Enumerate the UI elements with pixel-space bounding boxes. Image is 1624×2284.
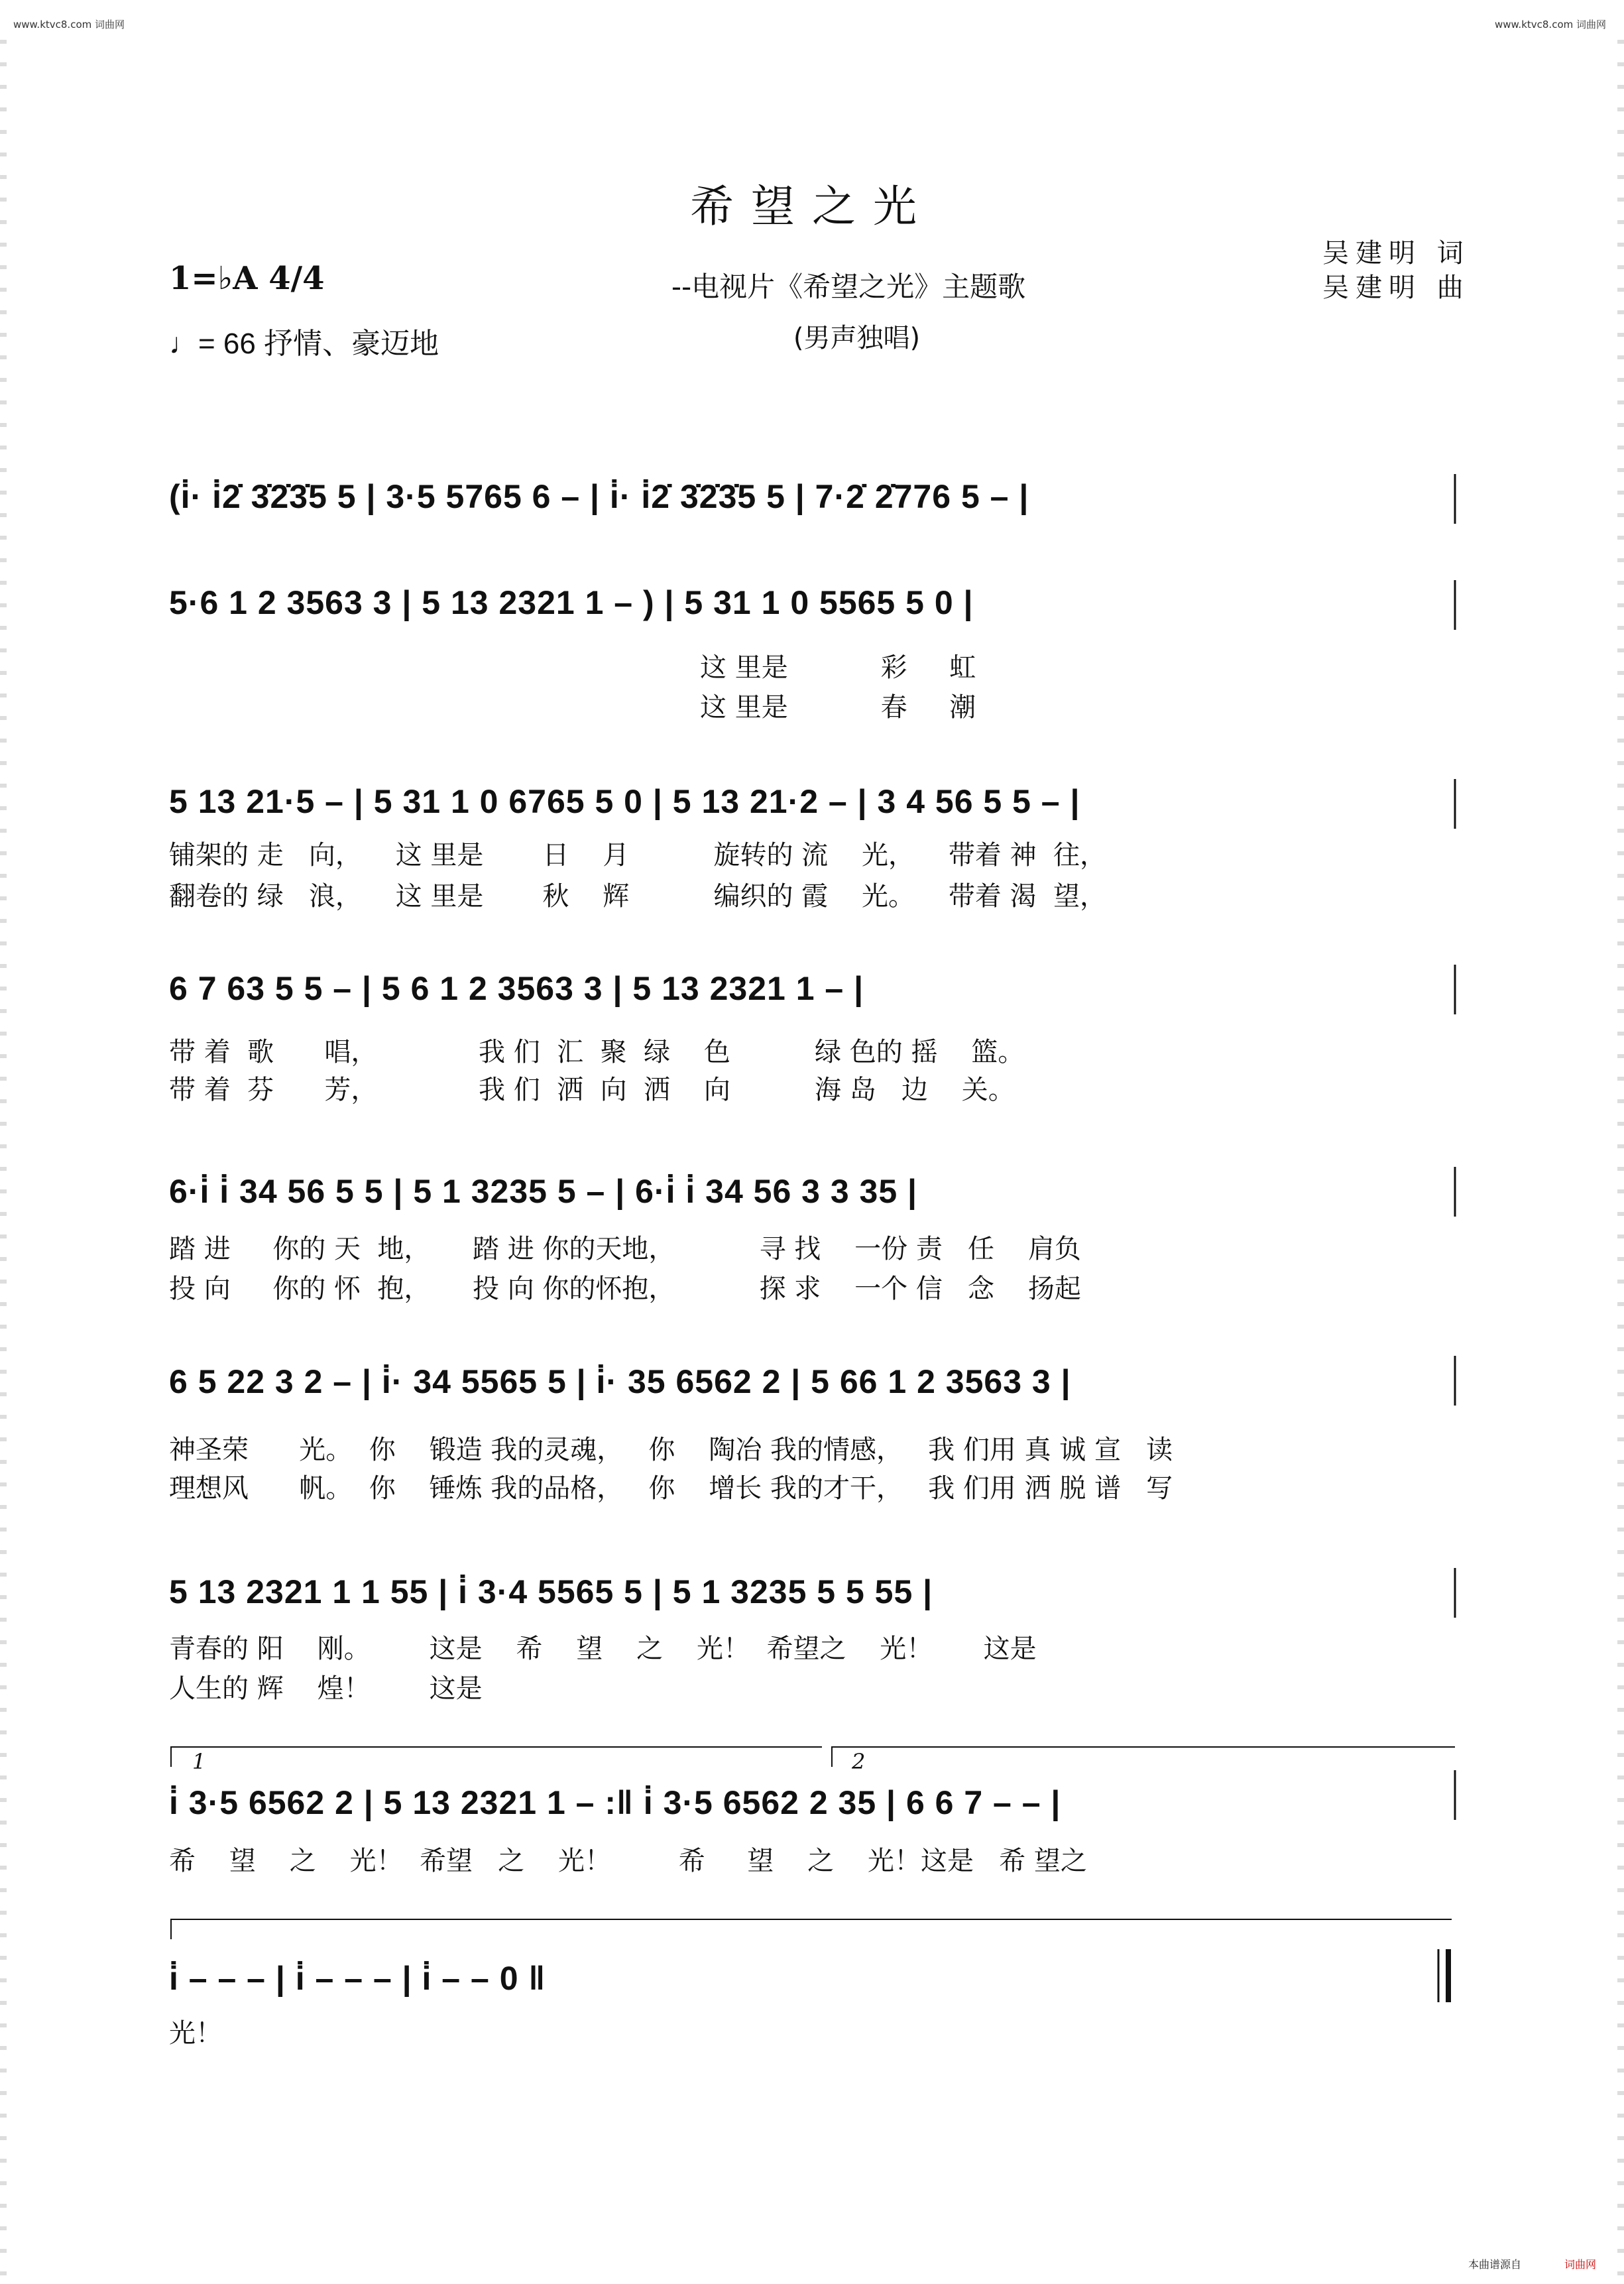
song-title: 希望之光 <box>690 181 934 232</box>
first-ending-number: 1 <box>192 1749 206 1774</box>
system-7-lyric-2: 人生的 辉 煌！ 这是 <box>169 1673 483 1704</box>
key-signature: 1=♭A 4/4 <box>169 260 325 297</box>
system-7-notes: 5 13 2321 1 1 55 | i̇ 3·4 5565 5 | 5 1 3235 5 5 55 | <box>169 1573 933 1610</box>
system-4-notes: 6 7 63 5 5 – | 5 6 1 2 3563 3 | 5 13 2321 1 – | <box>169 970 864 1007</box>
footer-source: 本曲谱源自 <box>1468 2258 1522 2271</box>
system-6-lyric-2: 理想风 帆。 你 锤炼 我的品格， 你 增长 我的才干， 我 们用 洒 脱 谱 写 <box>169 1473 1173 1504</box>
system-8-lyric-1: 希 望 之 光！ 希望 之 光！ 希 望 之 光！这是 希 望之 <box>169 1846 1087 1876</box>
tempo-marking: ♩= 66 抒情、豪迈地 <box>169 328 439 360</box>
header-url-left: www.ktvc8.com 词曲网 <box>13 19 125 30</box>
barlines <box>1438 474 1455 2002</box>
system-1-notes: (i̇· i̇2̇ 3̇2̇3̇5 5 | 3·5 5765 6 – | i̇· i̇2̇ 3̇2̇3̇5 5 | 7·2̇ 2̇776 5 – | <box>169 478 1029 515</box>
system-3-lyric-2: 翻卷的 绿 浪， 这 里是 秋 辉 编织的 霞 光。 带着 渴 望， <box>169 881 1107 912</box>
system-7-lyric-1: 青春的 阳 刚。 这是 希 望 之 光！ 希望之 光！ 这是 <box>169 1634 1037 1664</box>
system-6-notes: 6 5 22 3 2 – | i̇· 34 5565 5 | i̇· 35 6562 2 | 5 66 1 2 3563 3 | <box>169 1363 1071 1400</box>
system-6-lyric-1: 神圣荣 光。 你 锻造 我的灵魂， 你 陶冶 我的情感， 我 们用 真 诚 宣 读 <box>169 1435 1173 1465</box>
system-3-notes: 5 13 21·5 – | 5 31 1 0 6765 5 0 | 5 13 21·2 – | 3 4 56 5 5 – | <box>169 783 1080 820</box>
system-3-lyric-1: 铺架的 走 向， 这 里是 日 月 旋转的 流 光， 带着 神 往， <box>169 840 1107 871</box>
header-url-right: www.ktvc8.com 词曲网 <box>1495 19 1607 30</box>
footer-logo: 词曲网 <box>1564 2258 1597 2271</box>
system-5-notes: 6·i̇ i̇ 34 56 5 5 | 5 1 3235 5 – | 6·i̇ i̇ 34 56 3 3 35 | <box>169 1173 918 1210</box>
system-2-lyric-2: 这 里是 春 潮 <box>169 692 976 723</box>
system-5-lyric-1: 踏 进 你的 天 地， 踏 进 你的天地， 寻 找 一份 责 任 肩负 <box>169 1234 1081 1264</box>
system-2-lyric-1: 这 里是 彩 虹 <box>169 652 976 683</box>
system-8-notes: i̇ 3·5 6562 2 | 5 13 2321 1 – :‖ i̇ 3·5 6562 2 35 | 6 6 7 – – | <box>169 1784 1061 1821</box>
system-9-lyric-1: 光！ <box>169 2018 222 2049</box>
system-5-lyric-2: 投 向 你的 怀 抱， 投 向 你的怀抱， 探 求 一个 信 念 扬起 <box>169 1274 1081 1304</box>
lyricist-credit: 吴建明 词 <box>1322 238 1470 269</box>
system-4-lyric-2: 带 着 芬 芳， 我 们 洒 向 洒 向 海 岛 边 关。 <box>169 1075 1015 1105</box>
performance-note: (男声独唱) <box>793 323 921 353</box>
system-4-lyric-1: 带 着 歌 唱， 我 们 汇 聚 绿 色 绿 色的 摇 篮。 <box>169 1037 1025 1067</box>
song-subtitle: --电视片《希望之光》主题歌 <box>671 270 1026 303</box>
system-2-notes: 5·6 1 2 3563 3 | 5 13 2321 1 – ) | 5 31 1 0 5565 5 0 | <box>169 584 974 621</box>
composer-credit: 吴建明 曲 <box>1322 272 1470 303</box>
second-ending-number: 2 <box>852 1749 866 1774</box>
system-9-notes: i̇ – – – | i̇ – – – | i̇ – – 0 ‖ <box>169 1960 546 1997</box>
